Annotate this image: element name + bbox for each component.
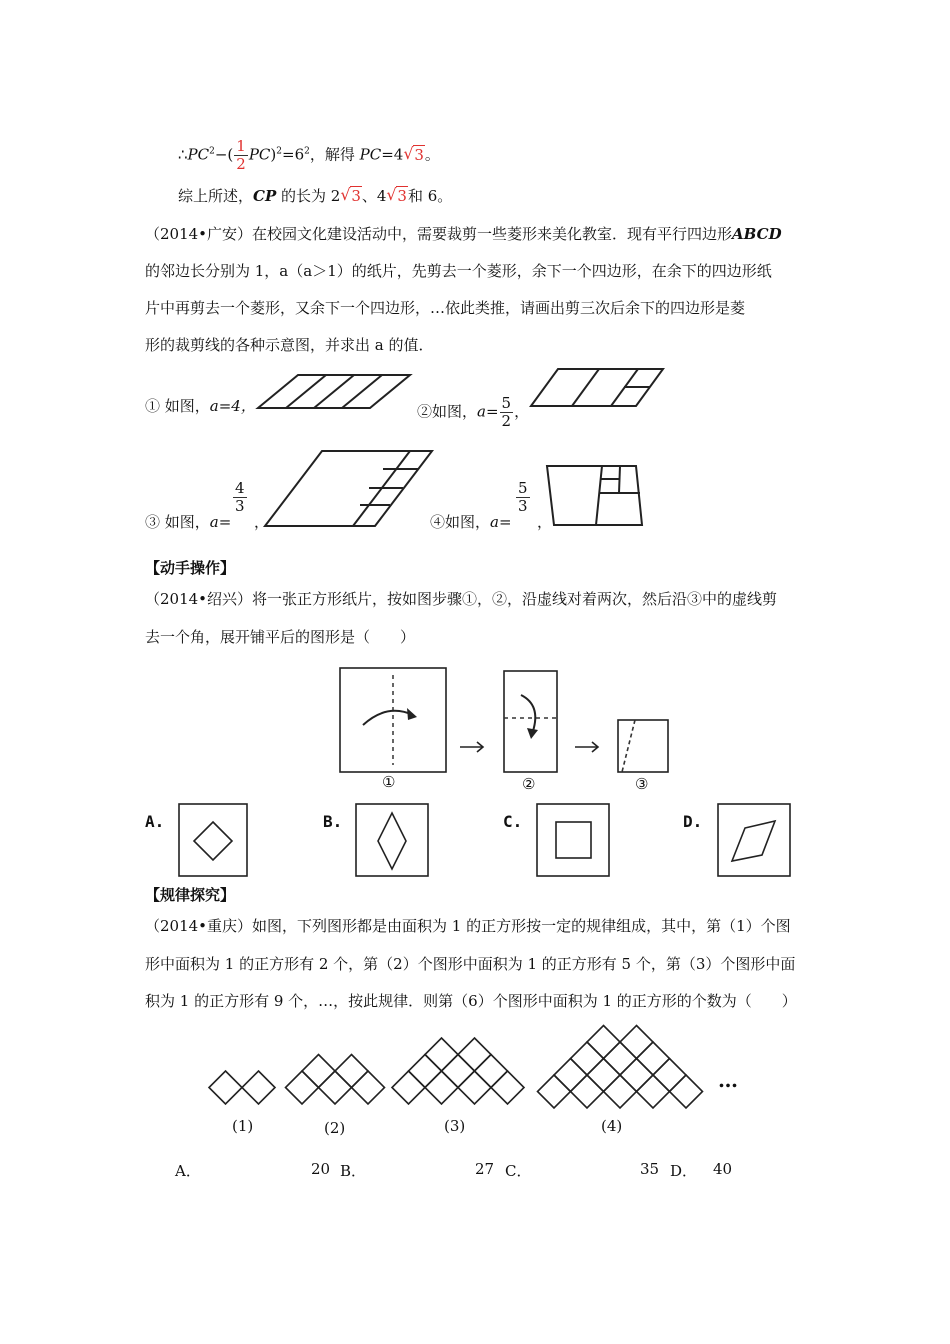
fraction-half: $\frac{1}{2}$ [236,137,246,173]
pattern-figure-1 [209,1071,275,1104]
unit-square [286,1071,319,1104]
option-a-figure[interactable] [178,803,250,879]
unit-square [670,1075,703,1108]
step-1-label: ① [382,773,396,791]
answer-c[interactable]: C． [505,1162,532,1180]
pattern-ellipsis: … [718,1068,738,1092]
case-3-figure [262,448,437,530]
unit-square [409,1055,442,1088]
answer-d[interactable]: D． [670,1162,698,1180]
unit-square [458,1071,491,1104]
q1-line-3: 片中再剪去一个菱形，又余下一个四边形，…依此类推，请画出剪三次后余下的四边形是菱 [145,299,746,317]
unit-square [425,1071,458,1104]
unit-square [604,1042,637,1075]
case-2-label: ②如图，a= $\frac{5}{2}$ ， [417,394,530,430]
case-1-figure [255,372,415,412]
unit-square [620,1059,653,1092]
fig-4-label: (4) [601,1117,623,1135]
case-3-fraction: $\frac{4}{3}$ [235,479,245,515]
unit-square [392,1071,425,1104]
unit-square [587,1026,620,1059]
option-d-figure[interactable] [717,803,793,879]
unit-square [554,1059,587,1092]
unit-square [458,1038,491,1071]
option-b-figure[interactable] [355,803,431,879]
unit-square [475,1055,508,1088]
unit-square [335,1055,368,1088]
case-2-figure [528,366,668,410]
sqrt-3: √ 3 [403,146,425,164]
unit-square [587,1059,620,1092]
pattern-figure-2 [286,1055,385,1105]
option-d-label: D. [683,812,703,831]
unit-square [425,1038,458,1071]
unit-square [442,1055,475,1088]
case-4-figure [544,463,644,529]
section-pattern: 【规律探究】 [145,886,236,904]
unit-square [491,1071,524,1104]
fig-2-label: (2) [324,1119,346,1137]
unit-square [302,1055,335,1088]
option-b-label: B. [323,812,343,831]
summary-line: 综上所述，CP 的长为 2√ 3、4√ 3和 6。 [178,185,452,206]
q3-line-1: （2014•重庆）如图，下列图形都是由面积为 1 的正方形按一定的规律组成，其中，第（1）个图 [145,917,791,935]
answer-b[interactable]: B． [340,1162,367,1180]
unit-square [571,1075,604,1108]
q3-line-3: 积为 1 的正方形有 9 个，…，按此规律．则第（6）个图形中面积为 1 的正方形的个数为（ ） [145,992,797,1010]
q2-line-1: （2014•绍兴）将一张正方形纸片，按如图步骤①，②，沿虚线对着两次，然后沿③中的虚线剪 [145,590,778,608]
q2-line-2: 去一个角，展开铺平后的图形是（ ） [145,628,416,646]
case-4-label: ④如图，a= [430,513,512,531]
unit-square [637,1042,670,1075]
equation-line-1: $\therefore PC^2-$( $\frac{1}{2}$ $PC)^2=6^2$，解得 PC=4√ 3。 [178,138,440,173]
unit-square [538,1075,571,1108]
unit-square [620,1026,653,1059]
q1-line-1: （2014•广安）在校园文化建设活动中，需要裁剪一些菱形来美化教室．现有平行四边形ABCD [145,225,782,243]
unit-square [242,1071,275,1104]
option-c-figure[interactable] [536,803,612,879]
q1-line-2: 的邻边长分别为 1，a（a＞1）的纸片，先剪去一个菱形，余下一个四边形，在余下的四边形纸 [145,262,772,280]
unit-square [571,1042,604,1075]
case-3-label: ③ 如图，a= [145,513,232,531]
step-2-label: ② [522,775,536,793]
option-a-label: A. [145,812,165,831]
unit-square [637,1075,670,1108]
unit-square [319,1071,352,1104]
unit-square [653,1059,686,1092]
section-hands-on: 【动手操作】 [145,559,236,577]
case-4-fraction: $\frac{5}{3}$ [518,479,528,515]
fig-1-label: (1) [232,1117,254,1135]
q3-line-2: 形中面积为 1 的正方形有 2 个，第（2）个图形中面积为 1 的正方形有 5 个，第（3）个图形中面 [145,955,796,973]
case-1-label: ① 如图，a=4， [145,397,256,415]
pattern-figure-3 [392,1038,524,1104]
step-3-label: ③ [635,775,649,793]
unit-square [604,1075,637,1108]
pattern-figure-4 [538,1026,703,1109]
q1-line-4: 形的裁剪线的各种示意图，并求出 a 的值． [145,336,434,354]
pattern-figures [200,1020,760,1120]
unit-square [352,1071,385,1104]
fig-3-label: (3) [444,1117,466,1135]
answer-a[interactable]: A． [175,1162,201,1180]
unit-square [209,1071,242,1104]
option-c-label: C. [503,812,523,831]
